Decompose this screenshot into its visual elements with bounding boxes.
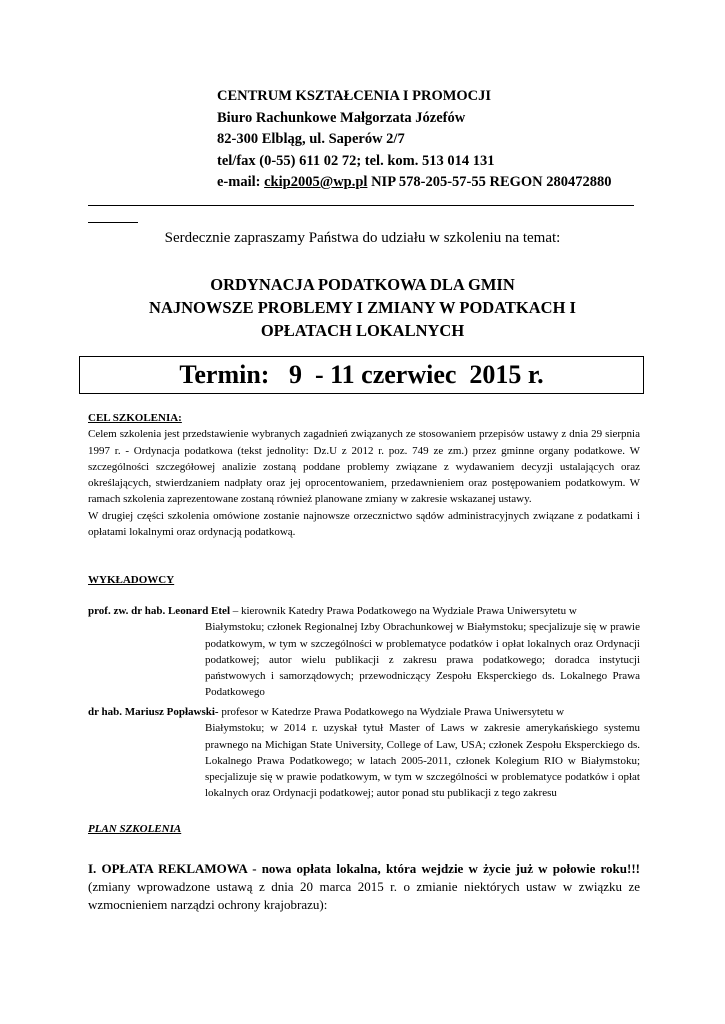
title-line-2: NAJNOWSZE PROBLEMY I ZMIANY W PODATKACH I [149,298,576,317]
lecturer-first-line [88,603,640,619]
lecturer-bio: Białymstoku; członek Regionalnej Izby Obrachunkowej w Białymstoku; specjalizuje się w prawie podatkowym, w tym w szczególności w problematyce podatków i opłat lokalnych oraz Ordynacji podatkowej; autor wielu publikacji z zakresu prawa podatkowego; doradca instytucji państwowych i samorządowych; przewodniczący Zespołu Eksperckiego ds. Lokalnego Prawa Podatkowego [205,621,640,699]
title-line-1: ORDYNACJA PODATKOWA DLA GMIN [210,275,515,294]
plan-item-desc: (zmiany wprowadzone ustawą z dnia 20 marca 2015 r. o zmianie niektórych ustaw w związku ze wzmocnieniem narządzi ochrony krajobrazu): [88,879,640,912]
office-name: Biuro Rachunkowe Małgorzata Józefów [217,109,466,126]
phone: tel/fax (0-55) 611 02 72; tel. kom. 513 014 131 [217,152,495,169]
letterhead [217,86,612,194]
plan-heading: PLAN SZKOLENIA [88,823,182,835]
header-divider-short [88,222,138,223]
lecturer-name: prof. zw. dr hab. Leonard Etel [88,605,230,617]
header-divider [88,205,634,206]
title-line-3: OPŁATACH LOKALNYCH [260,321,465,340]
lecturer-bio: Białymstoku; w 2014 r. uzyskał tytuł Master of Laws w zakresie amerykańskiego systemu prawnego na Michigan State University, College of Law, USA; członek Zespołu Eksperckiego ds. Lokalnego Prawa Podatkowego; w latach 2005-2011, członek Kolegium RIO w Białymstoku; specjalizuje się w prawie podatkowym, w tym w szczególności w problematyce podatków i opłat lokalnych oraz Ordynacji podatkowej; autor ponad stu publikacji z tego zakresu [205,722,640,800]
lecturer-first-line [88,704,640,720]
invitation-text: Serdecznie zapraszamy Państwa do udziału w szkoleniu na temat: [164,230,561,246]
plan-item-title: I. OPŁATA REKLAMOWA - nowa opłata lokalna, która wejdzie w życie już w połowie roku!!! [88,861,640,876]
training-title [0,273,725,342]
lecturers-heading: WYKŁADOWCY [88,574,175,586]
lecturer-bio-start: – kierownik Katedry Prawa Podatkowego na Wydziale Prawa Uniwersytetu w [230,605,577,617]
company-ids: NIP 578-205-57-55 REGON 280472880 [367,174,612,190]
goal-paragraph-1: Celem szkolenia jest przedstawienie wybranych zagadnień związanych ze stosowaniem przepisów ustawy z dnia 29 sierpnia 1997 r. - Ordynacja podatkowa (tekst jednolity: Dz.U z 2012 r. poz. 749 ze zm.) przez gminne organy podatkowe. W szczególności szczegółowej analizie zostaną poddane problemy związane z wydawaniem decyzji ustalających oraz określających, stwierdzaniem nadpłaty oraz jej oprocentowaniem, przedawnieniem oraz postępowaniem podatkowym. W ramach szkolenia zaprezentowane zostaną również planowane zmiany w zakresie wskazanej ustawy. [88,428,640,506]
lecturer-entry [88,704,640,802]
lecturer-name: dr hab. Mariusz Popławski- [88,706,219,718]
goal-heading: CEL SZKOLENIA: [88,412,182,424]
org-name: CENTRUM KSZTAŁCENIA I PROMOCJI [217,88,492,104]
plan-item [88,860,640,914]
date-box: Termin: 9 - 11 czerwiec 2015 r. [79,356,644,394]
email-label: e-mail: [217,174,265,190]
lecturer-bio-start: profesor w Katedrze Prawa Podatkowego na Wydziale Prawa Uniwersytetu w [218,706,565,718]
address: 82-300 Elbląg, ul. Saperów 2/7 [217,131,405,147]
email-link[interactable]: ckip2005@wp.pl [264,174,368,190]
goal-section [88,410,640,540]
contact-line [217,172,612,194]
lecturer-entry [88,603,640,701]
goal-paragraph-2: W drugiej części szkolenia omówione zostanie najnowsze orzecznictwo sądów administracyjnych związane z podatkami i opłatami lokalnymi oraz ordynacją podatkową. [88,509,640,539]
